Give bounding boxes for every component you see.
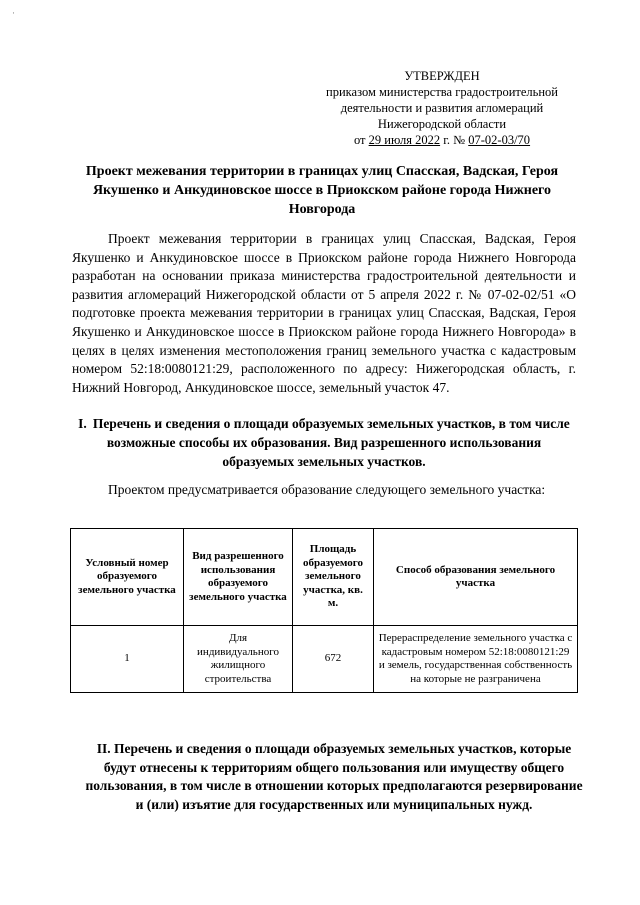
plot-method-cell: Перераспределение земельного участка с кадастровым номером 52:18:0080121:29 и земель, государственная собственность на которые не разграничена — [374, 626, 578, 693]
approval-prefix: от — [353, 133, 366, 147]
section-1-number: I. — [78, 416, 87, 431]
table-row — [71, 626, 578, 693]
approval-mid: г. № — [443, 133, 466, 147]
section-1-intro: Проектом предусматривается образование следующего земельного участка: — [108, 482, 546, 497]
table-header-cell: Способ образования земельного участка — [374, 529, 578, 626]
plot-use-cell: Для индивидуального жилищного строительства — [184, 626, 293, 693]
plot-number-cell: 1 — [71, 626, 184, 693]
document-title: Проект межевания территории в границах улиц Спасская, Вадская, Героя Якушенко и Анкудиновское шоссе в Приокском районе города Нижнего Новгорода — [85, 164, 559, 217]
plots-table — [70, 528, 578, 693]
plot-area-cell: 672 — [293, 626, 374, 693]
section-2-text: Перечень и сведения о площади образуемых земельных участков, которые будут отнесены к территориям общего пользования или имуществу общего пользования, в том числе в отношении которых предполагаются резервирование и (или) изъятие для государственных или муниципальных нужд. — [85, 741, 583, 812]
approval-line: приказом министерства градостроительной — [326, 85, 558, 99]
table-header-row — [71, 529, 578, 626]
approval-stamp — [318, 68, 566, 148]
table-header-cell: Условный номер образуемого земельного участка — [71, 529, 184, 626]
section-2-number: II. — [96, 741, 111, 756]
approval-date-line — [318, 132, 566, 148]
table-header-cell: Вид разрешенного использования образуемого земельного участка — [184, 529, 293, 626]
scan-mark: · — [12, 8, 15, 18]
approval-line: деятельности и развития агломераций — [340, 101, 544, 115]
approval-number: 07-02-03/70 — [468, 133, 531, 147]
section-1-heading — [72, 414, 576, 471]
section-1-text: Перечень и сведения о площади образуемых земельных участков, в том числе возможные способы их образования. Вид разрешенного использования образуемых земельных участков. — [92, 416, 570, 469]
approval-line: Нижегородской области — [377, 117, 507, 131]
approval-heading: УТВЕРЖДЕН — [404, 69, 480, 83]
approval-date: 29 июля 2022 — [368, 133, 441, 147]
intro-paragraph: Проект межевания территории в границах улиц Спасская, Вадская, Героя Якушенко и Анкудиновское шоссе в Приокском районе города Нижнего Новгорода разработан на основании приказа министерства градостроительной деятельности и развития агломераций Нижегородской области от 5 апреля 2022 г. № 07-02-02/51 «О подготовке проекта межевания территории в границах улиц Спасская, Вадская, Героя Якушенко и Анкудиновское шоссе в Приокском районе города Нижнего Новгорода» в целях в целях изменения местоположения границ земельного участка с кадастровым номером 52:18:0080121:29, расположенного по адресу: Нижегородская область, г. Нижний Новгород, Анкудиновское шоссе, земельный участок 47. — [72, 231, 576, 395]
section-2-heading — [84, 740, 584, 814]
table-header-cell: Площадь образуемого земельного участка, кв. м. — [293, 529, 374, 626]
